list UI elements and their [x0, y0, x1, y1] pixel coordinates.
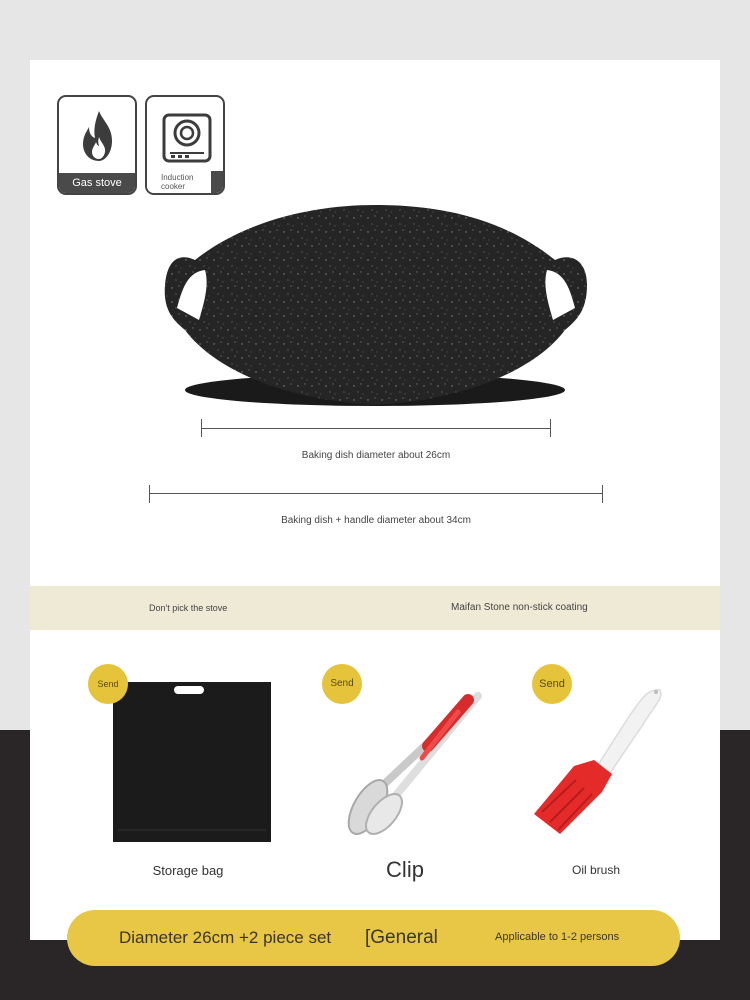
dimension-tick	[602, 485, 603, 503]
dimension-tick	[149, 485, 150, 503]
feature-right-text: Maifan Stone non-stick coating	[451, 602, 588, 613]
set-size-text: Diameter 26cm +2 piece set	[119, 928, 332, 947]
badge-corner	[211, 171, 223, 193]
feature-left-text: Don't pick the stove	[149, 603, 228, 613]
send-badge: Send	[532, 664, 572, 704]
induction-cooker-badge	[145, 95, 225, 195]
dimension-tick	[550, 419, 551, 437]
dish-diameter-label: Baking dish diameter about 26cm	[301, 450, 451, 461]
persons-text: Applicable to 1-2 persons	[495, 931, 620, 943]
handle-diameter-line	[149, 493, 603, 494]
gas-stove-badge	[57, 95, 137, 195]
oil-brush-label: Oil brush	[571, 863, 621, 877]
baking-pan-image	[155, 200, 595, 415]
feature-band	[30, 586, 720, 630]
flame-icon	[74, 107, 124, 167]
induction-cooker-label: Induction cooker	[147, 171, 217, 193]
handle-diameter-label: Baking dish + handle diameter about 34cm	[281, 515, 471, 526]
induction-cooker-icon	[162, 107, 212, 167]
storage-bag-image	[112, 680, 272, 842]
spec-selector-pill[interactable]	[67, 910, 680, 966]
gas-stove-label: Gas stove	[59, 173, 135, 193]
set-type-text: [General	[365, 927, 438, 948]
dish-diameter-line	[201, 428, 551, 429]
dimension-tick	[201, 419, 202, 437]
send-badge: Send	[88, 664, 128, 704]
oil-brush-image	[530, 684, 666, 838]
clip-label: Clip	[386, 857, 424, 882]
storage-bag-label: Storage bag	[152, 863, 224, 878]
clip-image	[340, 692, 485, 842]
send-badge: Send	[322, 664, 362, 704]
